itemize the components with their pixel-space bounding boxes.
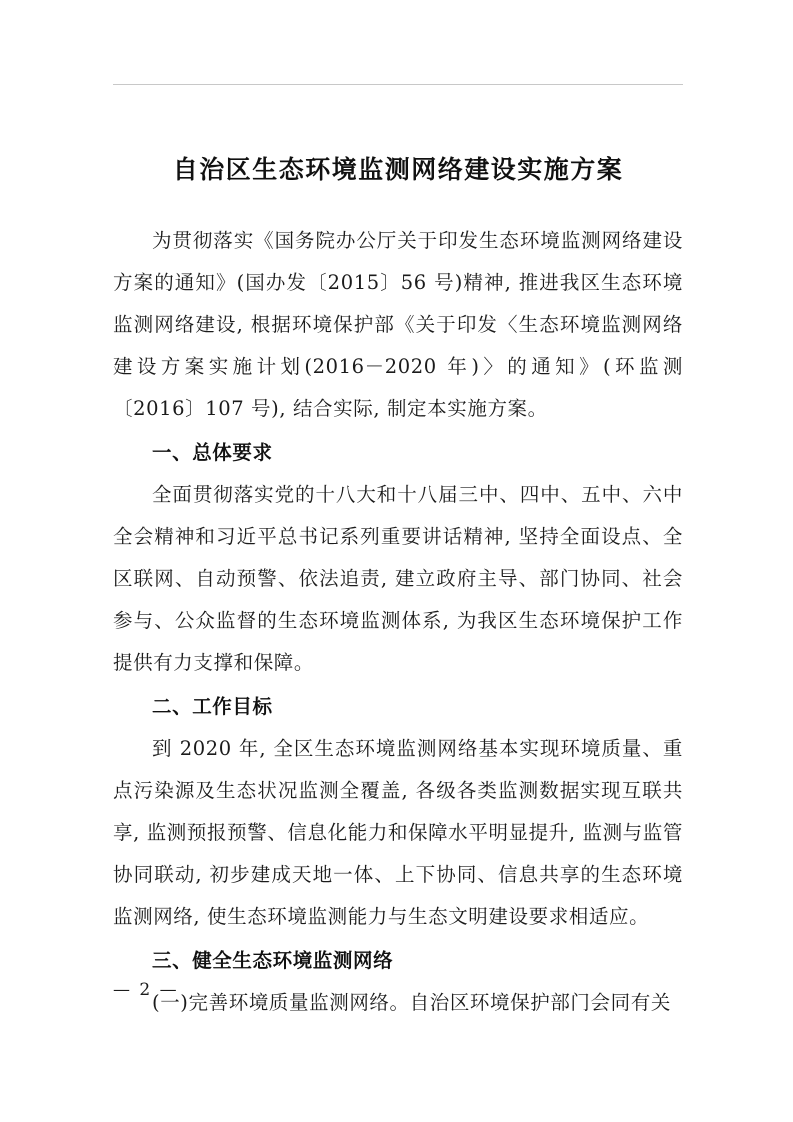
paragraph-section-2: 到 2020 年, 全区生态环境监测网络基本实现环境质量、重点污染源及生态状况监测全覆盖, 各级各类监测数据实现互联共享, 监测预报预警、信息化能力和保障水平明显提升, 监测与监管协同联动, 初步建成天地一体、上下协同、信息共享的生态环境监测网络, 使生态环境监测能力与生态文明建设要求相适应。 — [113, 737, 683, 928]
header-divider — [113, 84, 683, 85]
paragraph-intro: 为贯彻落实《国务院办公厅关于印发生态环境监测网络建设方案的通知》(国办发〔2015〕56 号)精神, 推进我区生态环境监测网络建设, 根据环境保护部《关于印发〈生态环境监测网络建设方案实施计划(2016－2020 年)〉的通知》(环监测〔2016〕107 号), 结合实际, 制定本实施方案。 — [113, 229, 683, 420]
section-heading-1: 一、总体要求 — [152, 441, 273, 464]
page-number: — 2 — — [113, 980, 179, 1000]
page-title: 自治区生态环境监测网络建设实施方案 — [172, 155, 624, 184]
document-body — [113, 150, 683, 1026]
paragraph-section-1: 全面贯彻落实党的十八大和十八届三中、四中、五中、六中全会精神和习近平总书记系列重要讲话精神, 坚持全面设点、全区联网、自动预警、依法追责, 建立政府主导、部门协同、社会参与、公众监督的生态环境监测体系, 为我区生态环境保护工作提供有力支撑和保障。 — [113, 483, 683, 674]
paragraph-section-3: (一)完善环境质量监测网络。自治区环境保护部门会同有关 — [152, 991, 671, 1014]
section-heading-3: 三、健全生态环境监测网络 — [152, 949, 394, 972]
section-heading-2: 二、工作目标 — [152, 695, 273, 718]
